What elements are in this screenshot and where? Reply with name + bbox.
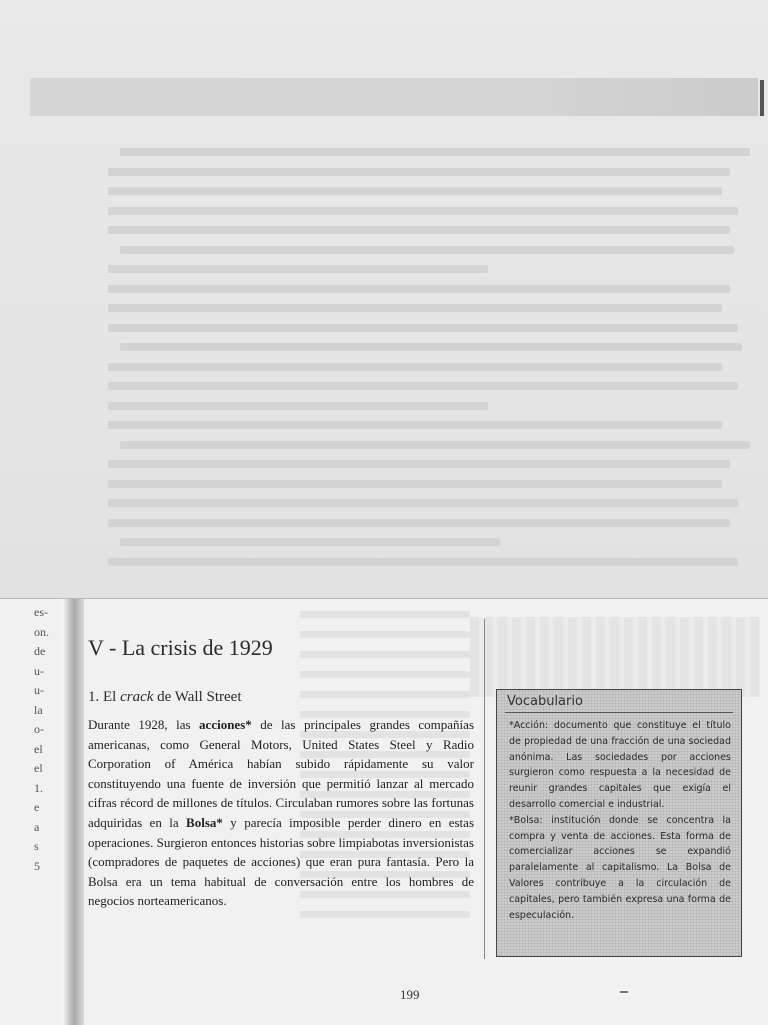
faded-line (108, 168, 730, 176)
faded-photo (470, 617, 760, 697)
margin-fragment: a (34, 819, 40, 834)
margin-fragment: s (34, 839, 39, 853)
margin-fragment: o- (34, 722, 44, 736)
text-run: de las principales grandes compañías americanas, como General Motors, United States Steel y Radio Corporation of América habían subido rápidamente su valor constituyendo una fuente de inversión que permitió lanzar al mercado cifras récord de millones de títulos. Circulaban rumores sobre las fortunas adquiridas en la (88, 717, 475, 830)
faded-line (108, 460, 730, 468)
page-number: 199 (400, 987, 420, 1002)
margin-fragment: el (34, 761, 43, 775)
show-through-line (300, 631, 470, 638)
text-run: Durante 1928, las (88, 717, 200, 732)
faded-line (120, 246, 734, 254)
stray-mark (620, 991, 628, 993)
faded-line (108, 499, 738, 507)
margin-fragment: es- (34, 605, 48, 619)
section-rest: de Wall Street (157, 689, 242, 705)
margin-fragment: 1. (34, 780, 43, 795)
section-heading (88, 689, 241, 706)
vocabulary-entry-accion: *Acción: documento que constituye el título de propiedad de una fracción de una sociedad anónima. Las sociedades por acciones surgieron como respuesta a la necesidad de reunir grandes capitales que exigía el desarrollo comercial e industrial. (509, 720, 731, 810)
column-divider (484, 619, 485, 959)
margin-fragment: el (34, 741, 43, 756)
chapter-title: V - La crisis de 1929 (88, 635, 273, 660)
faded-line (108, 558, 738, 566)
faded-line (108, 421, 722, 429)
faded-line (108, 519, 730, 527)
margin-fragment: de (34, 644, 46, 658)
show-through-line (300, 691, 470, 698)
margin-fragment: u- (34, 663, 44, 678)
faded-line (108, 304, 722, 312)
page-edge-marker (760, 80, 764, 116)
faded-line (108, 207, 738, 215)
book-spine-shadow (62, 599, 84, 1025)
show-through-line (300, 611, 470, 618)
body-paragraph (88, 715, 474, 911)
vocabulary-rule (505, 712, 733, 713)
margin-fragment: e (34, 800, 40, 814)
margin-fragment: on. (34, 624, 49, 639)
vocabulary-title: Vocabulario (507, 694, 583, 709)
section-italic-word: crack (120, 689, 154, 705)
vocabulary-entry-bolsa: *Bolsa: institución donde se concentra la compra y venta de acciones. Esta forma de comercializar acciones se expandió paralelamente al capitalismo. La Bolsa de Valores contribuye a la circulación de capitales, pero también expresa una forma de especulación. (509, 814, 731, 921)
faded-line (120, 343, 742, 351)
text-run: y parecía imposible perder dinero en estas operaciones. Surgieron entonces historias sobre limpiabotas inversionistas (compradores de paquetes de acciones) que eran pura fantasía. Pero la Bolsa era un tema habitual de conversación entre los hombres de negocios norteamericanos. (88, 814, 475, 909)
vocabulary-body (509, 718, 731, 923)
faded-line (120, 538, 500, 546)
show-through-line (300, 671, 470, 678)
faded-line (108, 382, 738, 390)
margin-fragment: la (34, 702, 43, 717)
faded-heading-band (30, 78, 758, 116)
faded-line (108, 324, 738, 332)
faded-line (108, 226, 730, 234)
bold-term: acciones* (199, 717, 252, 732)
show-through-line (300, 911, 470, 918)
current-page (0, 598, 768, 1025)
margin-fragment: u- (34, 683, 44, 697)
margin-fragment: 5 (34, 858, 40, 873)
section-number: 1. El (88, 689, 117, 705)
faded-line (108, 187, 722, 195)
bold-term: Bolsa* (186, 814, 223, 830)
faded-line (108, 363, 722, 371)
faded-line (120, 441, 750, 449)
faded-line (108, 265, 488, 273)
faded-line (108, 480, 722, 488)
faded-line (108, 285, 730, 293)
vocabulary-box (496, 689, 742, 957)
faded-line (120, 148, 750, 156)
show-through-line (300, 651, 470, 658)
faded-line (108, 402, 488, 410)
